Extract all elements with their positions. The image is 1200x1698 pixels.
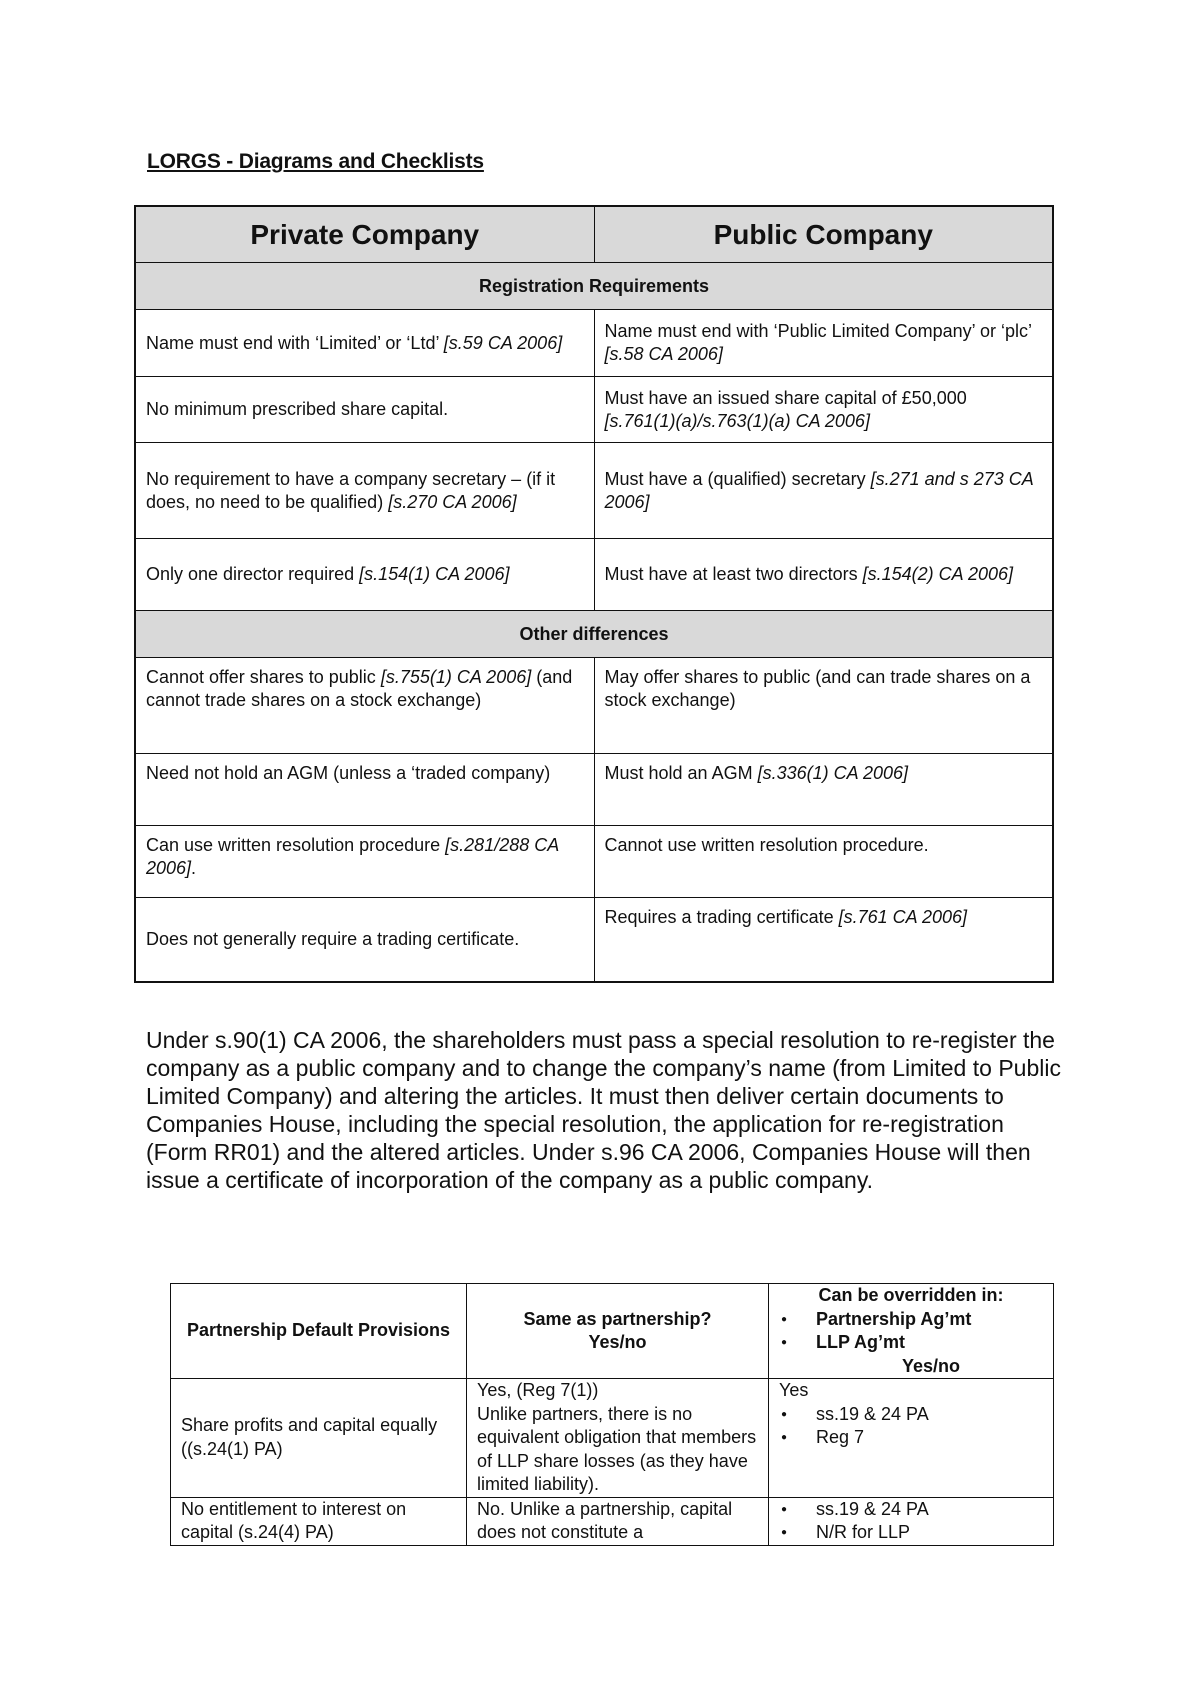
table-row: [171, 1379, 1054, 1498]
yes-no-label: Yes/no: [588, 1332, 647, 1352]
same-cell: [467, 1497, 769, 1545]
private-cell: Cannot offer shares to public [s.755(1) CA 2006] (and cannot trade shares on a stock exchange): [135, 658, 594, 754]
table-row: [135, 898, 1053, 982]
table-row: [135, 443, 1053, 539]
table-row: [135, 826, 1053, 898]
company-comparison-table: [134, 205, 1054, 983]
override-list: [779, 1308, 1043, 1355]
public-cell: Cannot use written resolution procedure.: [594, 826, 1053, 898]
override-list: [779, 1498, 1043, 1545]
override-cell: [769, 1497, 1054, 1545]
table-header-row: [135, 206, 1053, 263]
table-header-row: [171, 1284, 1054, 1379]
private-cell: Can use written resolution procedure [s.281/288 CA 2006].: [135, 826, 594, 898]
table-row: [135, 658, 1053, 754]
public-cell: Must hold an AGM [s.336(1) CA 2006]: [594, 754, 1053, 826]
same-cell: [467, 1379, 769, 1498]
private-cell: Does not generally require a trading certificate.: [135, 898, 594, 982]
same-line: No. Unlike a partnership, capital does not constitute a: [477, 1498, 733, 1542]
other-differences-heading: Other differences: [135, 611, 1053, 658]
table-row: [135, 539, 1053, 611]
private-cell: No requirement to have a company secretary – (if it does, no need to be qualified) [s.270 CA 2006]: [135, 443, 594, 539]
partnership-table: [170, 1283, 1054, 1546]
private-cell: No minimum prescribed share capital.: [135, 377, 594, 443]
table-row: [135, 754, 1053, 826]
list-item: ● LLP Ag’mt: [779, 1331, 1043, 1355]
public-cell: Must have at least two directors [s.154(2) CA 2006]: [594, 539, 1053, 611]
list-item: ● Partnership Ag’mt: [779, 1308, 1043, 1332]
public-cell: Must have an issued share capital of £50,000 [s.761(1)(a)/s.763(1)(a) CA 2006]: [594, 377, 1053, 443]
provisions-header: Partnership Default Provisions: [171, 1284, 467, 1379]
public-cell: May offer shares to public (and can trade shares on a stock exchange): [594, 658, 1053, 754]
table-row: [135, 377, 1053, 443]
re-registration-paragraph: Under s.90(1) CA 2006, the shareholders must pass a special resolution to re-register the company as a public company and to change the company’s name (from Limited to Public Limited Company) and altering the articles. It must then deliver certain documents to Companies House, including the special resolution, the application for re-registration (Form RR01) and the altered articles. Under s.96 CA 2006, Companies House will then issue a certificate of incorporation of the company as a public company.: [146, 1027, 1061, 1193]
public-cell: Requires a trading certificate [s.761 CA 2006]: [594, 898, 1053, 982]
provision-cell: No entitlement to interest on capital (s.24(4) PA): [171, 1497, 467, 1545]
yes-no-label: Yes/no: [901, 1355, 961, 1376]
list-item: ● ss.19 & 24 PA: [779, 1498, 1043, 1522]
same-line: Yes, (Reg 7(1)): [477, 1380, 599, 1400]
list-item: ● N/R for LLP: [779, 1521, 1043, 1545]
public-cell: Must have a (qualified) secretary [s.271 and s 273 CA 2006]: [594, 443, 1053, 539]
list-item: ● ss.19 & 24 PA: [779, 1403, 1043, 1427]
override-cell: [769, 1379, 1054, 1498]
private-cell: Only one director required [s.154(1) CA 2006]: [135, 539, 594, 611]
private-company-header: Private Company: [135, 206, 594, 263]
table-row: [171, 1497, 1054, 1545]
same-as-partnership-header: [467, 1284, 769, 1379]
table-row: [135, 310, 1053, 377]
section-row: [135, 263, 1053, 310]
same-line: Unlike partners, there is no equivalent obligation that members of LLP share losses (as they have limited liability).: [477, 1403, 757, 1494]
section-row: [135, 611, 1053, 658]
overridden-title: Can be overridden in:: [818, 1285, 1004, 1305]
public-company-header: Public Company: [594, 206, 1053, 263]
private-cell: Need not hold an AGM (unless a ‘traded company): [135, 754, 594, 826]
public-cell: Name must end with ‘Public Limited Company’ or ‘plc’ [s.58 CA 2006]: [594, 310, 1053, 377]
override-lead: Yes: [779, 1380, 809, 1400]
provision-cell: Share profits and capital equally ((s.24(1) PA): [171, 1379, 467, 1498]
private-cell: Name must end with ‘Limited’ or ‘Ltd’ [s.59 CA 2006]: [135, 310, 594, 377]
list-item: ● Reg 7: [779, 1426, 1043, 1450]
override-list: [779, 1403, 1043, 1450]
overridden-header: [769, 1284, 1054, 1379]
same-header-line: Same as partnership?: [523, 1308, 712, 1329]
registration-requirements-heading: Registration Requirements: [135, 263, 1053, 310]
document-title: LORGS - Diagrams and Checklists: [147, 150, 484, 173]
